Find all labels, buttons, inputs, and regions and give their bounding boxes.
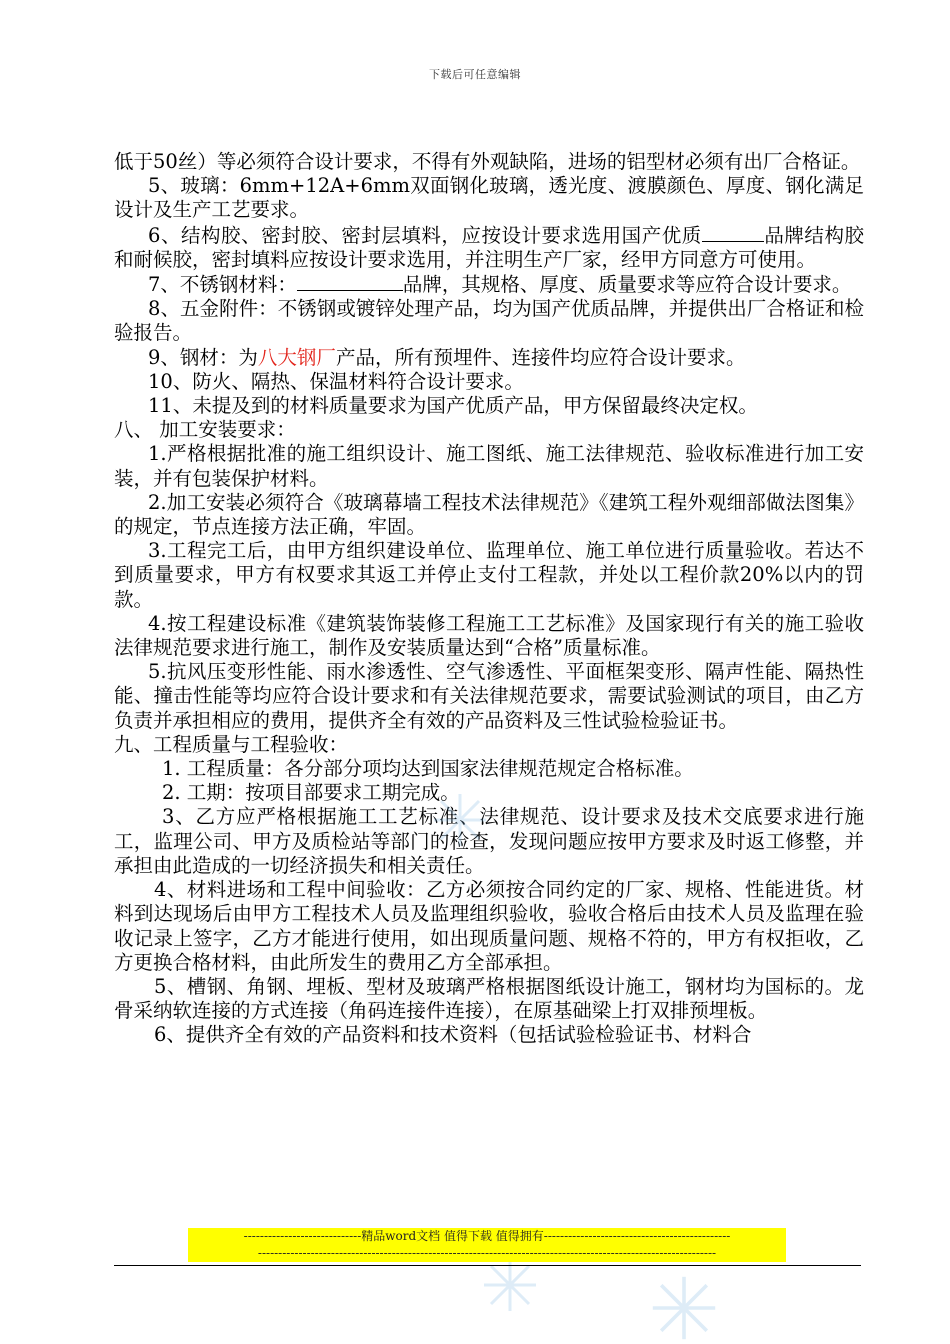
paragraph-text: 品牌结构胶和耐候胶，密封填料应按设计要求选用，并注明生产厂家，经甲方同意方可使用。 bbox=[114, 223, 864, 271]
paragraph bbox=[114, 612, 864, 660]
paragraph-text: 1.严格根据批准的施工组织设计、施工图纸、施工法律规范、验收标准进行加工安装，并有包装保护材料。 bbox=[114, 442, 864, 490]
paragraph bbox=[114, 346, 864, 370]
paragraph-text: 11、未提及到的材料质量要求为国产优质产品，甲方保留最终决定权。 bbox=[148, 394, 758, 418]
fill-in-blank bbox=[297, 272, 403, 291]
footer-promo-line: -----------------------------精品word文档 值得下载 值得拥有---------------------------------------------- bbox=[188, 1228, 786, 1245]
paragraph bbox=[114, 174, 864, 222]
paragraph bbox=[114, 733, 864, 757]
paragraph bbox=[114, 150, 864, 174]
paragraph-text: 3、乙方应严格根据施工工艺标准、法律规范、设计要求及技术交底要求进行施工，监理公司、甲方及质检站等部门的检查，发现问题应按甲方要求及时返工修整，并承担由此造成的一切经济损失和相关责任。 bbox=[114, 805, 864, 877]
document-body bbox=[114, 150, 864, 1048]
paragraph bbox=[114, 394, 864, 418]
paragraph-text: 6、提供齐全有效的产品资料和技术资料（包括试验检验证书、材料合 bbox=[154, 1023, 752, 1047]
paragraph-text: 9、钢材：为 bbox=[148, 345, 258, 369]
paragraph bbox=[114, 878, 864, 975]
paragraph bbox=[114, 223, 864, 272]
paragraph-text: 10、防火、隔热、保温材料符合设计要求。 bbox=[148, 369, 524, 393]
paragraph-text: 6、结构胶、密封胶、密封层填料，应按设计要求选用国产优质 bbox=[148, 223, 702, 247]
paragraph-text: 8、五金附件：不锈钢或镀锌处理产品，均为国产优质品牌，并提供出厂合格证和检验报告。 bbox=[114, 297, 864, 345]
highlighted-text: 八大钢厂 bbox=[257, 345, 336, 369]
paragraph-text: 5、玻璃：6mm+12A+6mm双面钢化玻璃，透光度、渡膜颜色、厚度、钢化满足设计及生产工艺要求。 bbox=[114, 174, 864, 222]
paragraph-text: 2. 工期：按项目部要求工期完成。 bbox=[162, 781, 460, 805]
paragraph bbox=[114, 442, 864, 490]
paragraph bbox=[114, 297, 864, 345]
paragraph bbox=[114, 491, 864, 539]
paragraph bbox=[114, 418, 864, 442]
paragraph bbox=[114, 757, 864, 781]
paragraph bbox=[114, 539, 864, 612]
watermark-snowflake-icon bbox=[648, 1272, 720, 1344]
paragraph bbox=[114, 1023, 864, 1047]
paragraph bbox=[114, 370, 864, 394]
paragraph-text: 3.工程完工后，由甲方组织建设单位、监理单位、施工单位进行质量验收。若达不到质量要求，甲方有权要求其返工并停止支付工程款，并处以工程价款20%以内的罚款。 bbox=[114, 539, 864, 611]
watermark-snowflake-icon bbox=[430, 790, 490, 850]
paragraph bbox=[114, 272, 864, 297]
paragraph-text: 产品，所有预埋件、连接件均应符合设计要求。 bbox=[335, 345, 746, 369]
paragraph-text: 4.按工程建设标准《建筑装饰装修工程施工工艺标准》及国家现行有关的施工验收法律规范要求进行施工，制作及安装质量达到“合格”质量标准。 bbox=[114, 611, 864, 660]
paragraph-text: 低于50丝）等必须符合设计要求，不得有外观缺陷，进场的铝型材必须有出厂合格证。 bbox=[114, 150, 861, 173]
paragraph-text: 品牌，其规格、厚度、质量要求等应符合设计要求。 bbox=[402, 273, 852, 297]
paragraph-text: 九、工程质量与工程验收： bbox=[114, 732, 349, 756]
fill-in-blank bbox=[702, 223, 764, 242]
paragraph-text: 7、不锈钢材料： bbox=[148, 273, 297, 297]
page-header: 下载后可任意编辑 bbox=[429, 68, 521, 81]
paragraph-text: 5、槽钢、角钢、埋板、型材及玻璃严格根据图纸设计施工，钢材均为国标的。龙骨采纳软连接的方式连接（角码连接件连接），在原基础梁上打双排预埋板。 bbox=[114, 974, 864, 1023]
footer-dash-line: ----------------------------------------------------------------------------------------------------------------- bbox=[188, 1245, 786, 1262]
paragraph bbox=[114, 660, 864, 733]
watermark-snowflake-icon bbox=[480, 1255, 540, 1315]
paragraph-text: 4、材料进场和工程中间验收：乙方必须按合同约定的厂家、规格、性能进货。材料到达现场后由甲方工程技术人员及监理组织验收，验收合格后由技术人员及监理在验收记录上签字，乙方才能进行使用，如出现质量问题、规格不符的，甲方有权拒收，乙方更换合格材料，由此所发生的费用乙方全部承担。 bbox=[114, 878, 864, 974]
paragraph bbox=[114, 975, 864, 1023]
paragraph-text: 2.加工安装必须符合《玻璃幕墙工程技术法律规范》《建筑工程外观细部做法图集》的规定，节点连接方法正确，牢固。 bbox=[114, 490, 864, 539]
footer-rule bbox=[114, 1265, 861, 1266]
paragraph-text: 八、 加工安装要求： bbox=[114, 418, 296, 442]
paragraph-text: 5.抗风压变形性能、雨水渗透性、空气渗透性、平面框架变形、隔声性能、隔热性能、撞击性能等均应符合设计要求和有关法律规范要求，需要试验测试的项目，由乙方负责并承担相应的费用，提供齐全有效的产品资料及三性试验检验证书。 bbox=[114, 660, 864, 732]
paragraph-text: 1. 工程质量：各分部分项均达到国家法律规范规定合格标准。 bbox=[162, 757, 694, 781]
